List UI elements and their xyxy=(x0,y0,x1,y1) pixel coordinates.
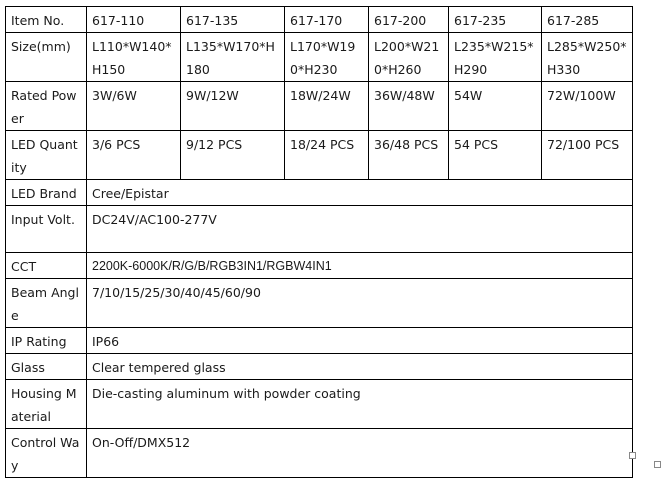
power-617-285: 72W/100W xyxy=(542,82,633,131)
item-617-200: 617-200 xyxy=(369,7,449,33)
table-row-beam-angle xyxy=(6,279,633,328)
row-label-glass: Glass xyxy=(6,354,87,380)
table-corner-marker xyxy=(654,461,661,468)
housing-value: Die-casting aluminum with powder coating xyxy=(87,380,633,429)
size-617-235: L235*W215*H290 xyxy=(449,33,542,82)
spec-table xyxy=(5,6,633,478)
table-resize-handle[interactable] xyxy=(629,452,636,459)
power-617-200: 36W/48W xyxy=(369,82,449,131)
size-617-170: L170*W190*H230 xyxy=(285,33,369,82)
item-617-135: 617-135 xyxy=(181,7,285,33)
input-volt-value: DC24V/AC100-277V xyxy=(87,206,633,253)
row-label-size: Size(mm) xyxy=(6,33,87,82)
row-label-item-no: Item No. xyxy=(6,7,87,33)
item-617-285: 617-285 xyxy=(542,7,633,33)
size-617-285: L285*W250*H330 xyxy=(542,33,633,82)
qty-617-170: 18/24 PCS xyxy=(285,131,369,180)
table-row-glass xyxy=(6,354,633,380)
power-617-235: 54W xyxy=(449,82,542,131)
power-617-110: 3W/6W xyxy=(87,82,181,131)
qty-617-110: 3/6 PCS xyxy=(87,131,181,180)
table-row-ip-rating xyxy=(6,328,633,354)
item-617-110: 617-110 xyxy=(87,7,181,33)
cct-value: 2200K-6000K/R/G/B/RGB3IN1/RGBW4IN1 xyxy=(87,253,633,279)
size-617-110: L110*W140*H150 xyxy=(87,33,181,82)
table-row-item-no xyxy=(6,7,633,33)
control-value: On-Off/DMX512 xyxy=(87,429,633,478)
power-617-135: 9W/12W xyxy=(181,82,285,131)
row-label-control: Control Way xyxy=(6,429,87,478)
table-row-led-brand xyxy=(6,180,633,206)
ip-rating-value: IP66 xyxy=(87,328,633,354)
glass-value: Clear tempered glass xyxy=(87,354,633,380)
size-617-135: L135*W170*H180 xyxy=(181,33,285,82)
row-label-housing: Housing Material xyxy=(6,380,87,429)
row-label-rated-power: Rated Power xyxy=(6,82,87,131)
table-row-rated-power xyxy=(6,82,633,131)
qty-617-135: 9/12 PCS xyxy=(181,131,285,180)
size-617-200: L200*W210*H260 xyxy=(369,33,449,82)
power-617-170: 18W/24W xyxy=(285,82,369,131)
row-label-beam-angle: Beam Angle xyxy=(6,279,87,328)
row-label-led-brand: LED Brand xyxy=(6,180,87,206)
table-row-led-quantity xyxy=(6,131,633,180)
table-row-size xyxy=(6,33,633,82)
row-label-cct: CCT xyxy=(6,253,87,279)
row-label-ip-rating: IP Rating xyxy=(6,328,87,354)
row-label-input-volt: Input Volt. xyxy=(6,206,87,253)
item-617-235: 617-235 xyxy=(449,7,542,33)
led-brand-value: Cree/Epistar xyxy=(87,180,633,206)
table-row-housing xyxy=(6,380,633,429)
beam-angle-value: 7/10/15/25/30/40/45/60/90 xyxy=(87,279,633,328)
row-label-led-quantity: LED Quantity xyxy=(6,131,87,180)
table-row-cct xyxy=(6,253,633,279)
table-row-input-volt xyxy=(6,206,633,253)
item-617-170: 617-170 xyxy=(285,7,369,33)
qty-617-285: 72/100 PCS xyxy=(542,131,633,180)
qty-617-235: 54 PCS xyxy=(449,131,542,180)
qty-617-200: 36/48 PCS xyxy=(369,131,449,180)
table-row-control xyxy=(6,429,633,478)
